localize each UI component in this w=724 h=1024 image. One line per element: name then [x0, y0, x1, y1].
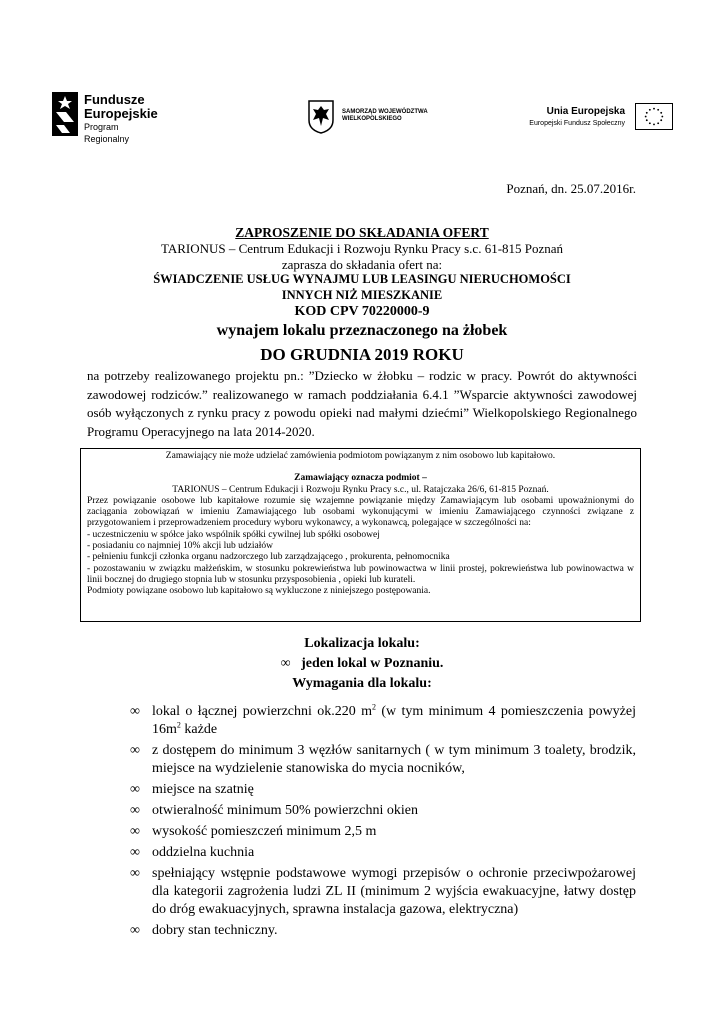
sw-logo-line1: SAMORZĄD WOJEWÓDZTWA	[342, 109, 428, 115]
rental-purpose: wynajem lokalu przeznaczonego na żłobek	[216, 322, 508, 339]
list-item: ∞ miejsce na szatnię	[130, 782, 254, 797]
project-intro: na potrzeby realizowanego projektu pn.: ”Dziecko w żłobku – rodzic w pracy. Powrót do aktywności zawodowej rodziców.” realizowanego w ramach poddziałania 6.4.1 ”Wsparcie aktywności zawodowej osób wyłączonych z rynku pracy z powodu opieki nad małymi dziećmi” Wielkopolskiego Regionalnego Programu Operacyjnego na lata 2014-2020.	[87, 368, 637, 439]
list-item: ∞ spełniający wstępnie podstawowe wymogi przepisów o ochronie przeciwpożarowej dla kategorii zagrożenia ludzi ZL II (minimum 2 wyjścia ewakuacyjne, łatwy dostęp do dróg ewakuacyjnych, sprawna instalacja gazowa, elektryczna)	[130, 866, 636, 917]
service-line-1: ŚWIADCZENIE USŁUG WYNAJMU LUB LEASINGU NIERUCHOMOŚCI	[153, 272, 571, 286]
list-item: ∞ wysokość pomieszczeń minimum 2,5 m	[130, 824, 377, 839]
infinity-bullet-icon: ∞	[280, 656, 291, 671]
unia-europejska-logo	[529, 103, 673, 133]
requirements-heading: Wymagania dla lokalu:	[292, 676, 432, 691]
document-title: ZAPROSZENIE DO SKŁADANIA OFERT	[235, 225, 489, 240]
box-item: - posiadaniu co najmniej 10% akcji lub udziałów	[87, 541, 273, 552]
infinity-bullet-icon: ∞	[130, 803, 140, 818]
sw-logo-line2: WIELKOPOLSKIEGO	[342, 116, 402, 122]
infinity-bullet-icon: ∞	[130, 743, 140, 758]
infinity-bullet-icon: ∞	[130, 704, 140, 719]
service-line-2: INNYCH NIŻ MIESZKANIE	[281, 288, 443, 302]
box-item: - pełnieniu funkcji członka organu nadzorczego lub zarządzającego , prokurenta, pełnomocnika	[87, 552, 450, 563]
fe-logo-line3: Program Regionalny	[84, 122, 130, 144]
document-date: Poznań, dn. 25.07.2016r.	[506, 181, 636, 196]
fe-logo-line1: Fundusze	[84, 92, 145, 107]
fe-flag-icon	[52, 92, 78, 136]
list-item: ∞ z dostępem do minimum 3 węzłów sanitarnych ( w tym minimum 3 toalety, brodzik, miejsce na wydzielenie stanowiska do mycia nocników,	[130, 743, 636, 776]
fe-logo-line2: Europejskie	[84, 106, 158, 121]
conflict-of-interest-box	[80, 448, 641, 622]
box-definition: Przez powiązanie osobowe lub kapitałowe rozumie się wzajemne powiązanie między Zamawiającym lub osobami upoważnionymi do zaciągania zobowiązań w imieniu Zamawiającego lub osobami wykonującymi w imieniu Zamawiającego czynności związane z przygotowaniem i przeprowadzeniem procedury wyboru wykonawcy, a wykonawcą, polegające w szczególności na:	[87, 495, 634, 529]
infinity-bullet-icon: ∞	[130, 824, 140, 839]
box-notice: Zamawiający nie może udzielać zamówienia podmiotom powiązanym z nim osobowo lub kapitałowo.	[165, 451, 556, 461]
eagle-crest-icon	[308, 100, 334, 134]
list-item: ∞ lokal o łącznej powierzchni ok.220 $m^2$ (w tym minimum 4 pomieszczenia powyżej $16m^2$ każde	[130, 702, 636, 737]
eu-flag-icon	[635, 103, 673, 130]
invites-text: zaprasza do składania ofert na:	[281, 257, 443, 272]
company-name: TARIONUS – Centrum Edukacji i Rozwoju Rynku Pracy s.c. 61-815 Poznań	[160, 241, 564, 256]
ue-logo-line1: Unia Europejska	[546, 106, 625, 117]
location-item-text: jeden lokal w Poznaniu.	[301, 656, 444, 671]
list-item: ∞ otwieralność minimum 50% powierzchni okien	[130, 803, 418, 818]
infinity-bullet-icon: ∞	[130, 782, 140, 797]
location-item	[80, 656, 644, 672]
box-item: - uczestniczeniu w spółce jako wspólnik spółki cywilnej lub spółki osobowej	[87, 529, 380, 540]
deadline: DO GRUDNIA 2019 ROKU	[260, 345, 464, 364]
location-heading: Lokalizacja lokalu:	[304, 636, 420, 651]
requirements-list	[130, 703, 636, 943]
infinity-bullet-icon: ∞	[130, 845, 140, 860]
box-closing: Podmioty powiązane osobowo lub kapitałowo są wykluczone z niniejszego postępowania.	[87, 586, 431, 597]
box-designates-head: Zamawiający oznacza podmiot –	[294, 473, 427, 484]
infinity-bullet-icon: ∞	[130, 866, 140, 881]
list-item: ∞ oddzielna kuchnia	[130, 845, 255, 860]
infinity-bullet-icon: ∞	[130, 923, 140, 938]
ue-logo-line2: Europejski Fundusz Społeczny	[529, 120, 625, 127]
box-item: - pozostawaniu w związku małżeńskim, w stosunku pokrewieństwa lub powinowactwa w linii prostej, pokrewieństwa lub powinowactwa w linii bocznej do drugiego stopnia lub w stosunku przysposobienia , opieki lub kurateli.	[87, 563, 634, 585]
list-item: ∞ dobry stan techniczny.	[130, 923, 278, 938]
box-designates-body: TARIONUS – Centrum Edukacji i Rozwoju Rynku Pracy s.c., ul. Ratajczaka 26/6, 61-815 Poznań.	[172, 484, 549, 495]
cpv-code: KOD CPV 70220000-9	[294, 304, 430, 319]
